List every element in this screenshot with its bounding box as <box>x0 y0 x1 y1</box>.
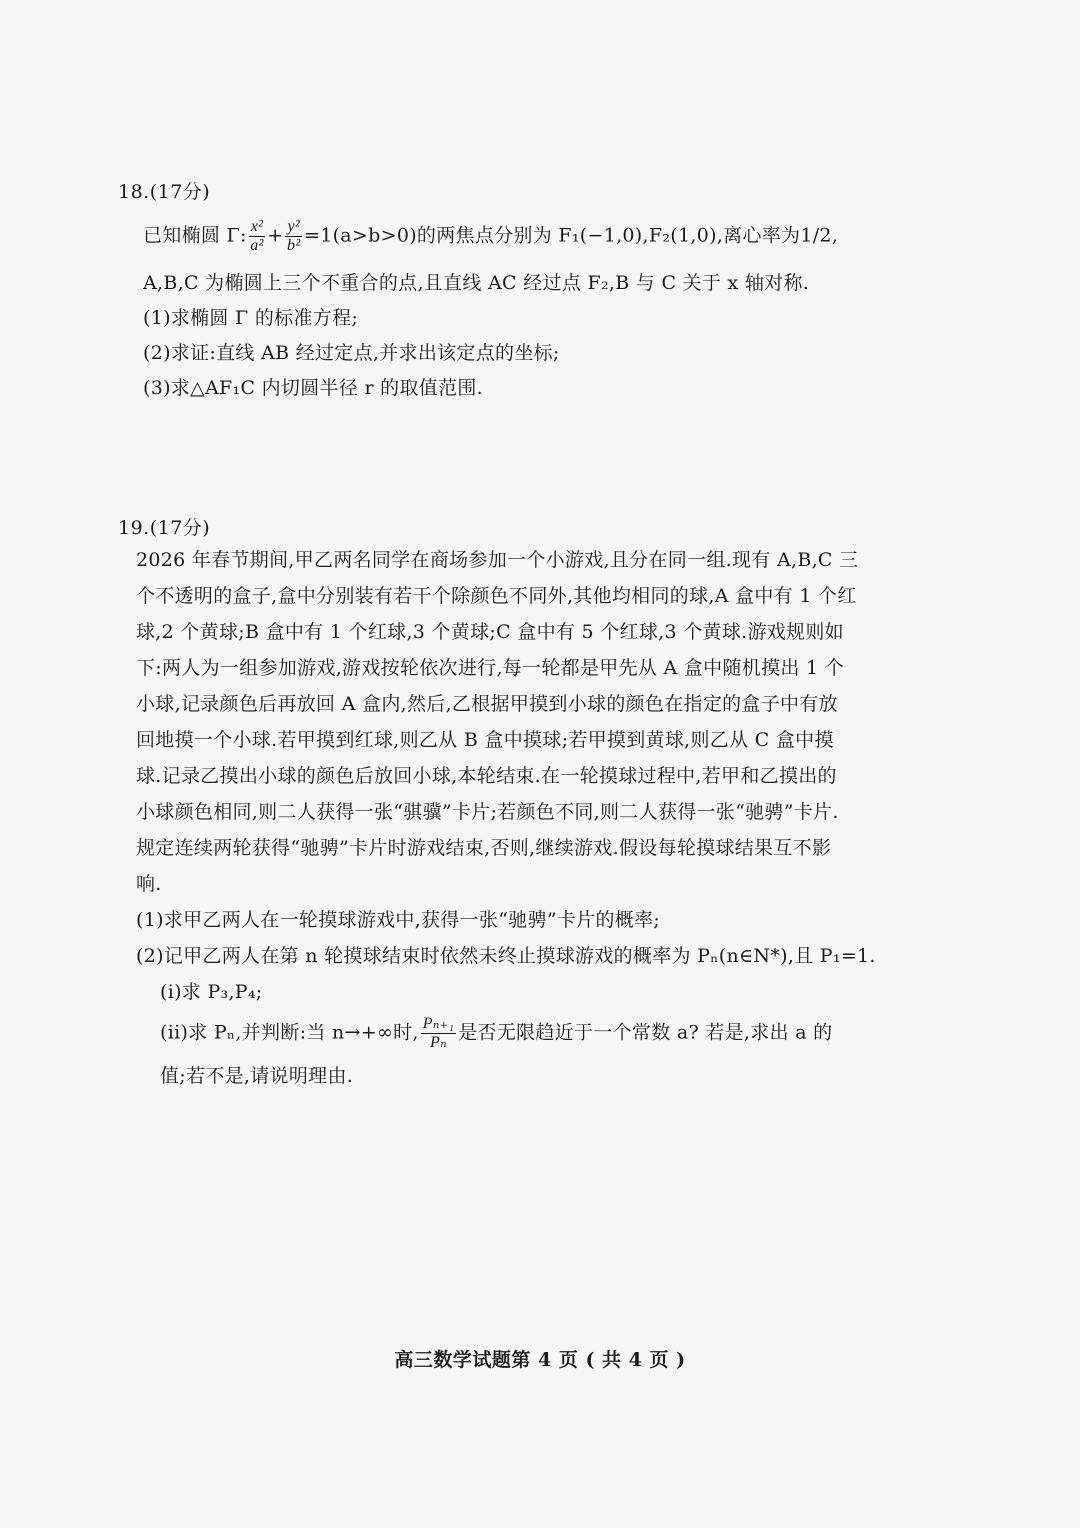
q18-part1: (1)求椭圆 Γ 的标准方程; <box>143 307 359 329</box>
x2-over-a2: $\frac{\text{x²}}{\text{a²}}$ <box>250 218 264 254</box>
q19-text-line: 个不透明的盒子,盒中分别装有若干个除颜色不同外,其他均相同的球,A 盒中有 1 个红 <box>136 585 857 607</box>
p-ratio-fraction <box>421 1015 456 1052</box>
p-ratio-numerator: Pₙ₊₁ <box>422 1015 455 1032</box>
q19-text-line: 小球,记录颜色后再放回 A 盒内,然后,乙根据甲摸到小球的颜色在指定的盒子中有放 <box>136 693 838 715</box>
q19-text-line: 小球颜色相同,则二人获得一张“骐骥”卡片;若颜色不同,则二人获得一张“驰骋”卡片. <box>136 801 839 823</box>
q19-text-line: 下:两人为一组参加游戏,游戏按轮依次进行,每一轮都是甲先从 A 盒中随机摸出 1 个 <box>136 657 845 679</box>
y2-over-b2: $\frac{\text{y²}}{\text{b²}}$ <box>287 218 301 254</box>
q18-part2: (2)求证:直线 AB 经过定点,并求出该定点的坐标; <box>143 342 560 364</box>
q18-ellipse-tail: =1(a>b>0)的两焦点分别为 F₁(−1,0),F₂(1,0),离心率为 <box>303 224 801 247</box>
q19-part2-ii <box>160 1015 832 1052</box>
page-footer: 高三数学试题第 4 页 ( 共 4 页 ) <box>394 1349 686 1371</box>
q19-part2-ii-line2: 值;若不是,请说明理由. <box>160 1065 354 1087</box>
q18-intro-line2: A,B,C 为椭圆上三个不重合的点,且直线 AC 经过点 F₂,B 与 C 关于 x 轴对称. <box>143 272 810 294</box>
q19-text-line: 球.记录乙摸出小球的颜色后放回小球,本轮结束.在一轮摸球过程中,若甲和乙摸出的 <box>136 765 837 787</box>
q18-intro-pre: 已知椭圆 Γ: <box>143 224 247 247</box>
q19-text-line: 响. <box>136 873 162 895</box>
q19-text-line: 回地摸一个小球.若甲摸到红球,则乙从 B 盒中摸球;若甲摸到黄球,则乙从 C 盒中摸 <box>136 729 834 751</box>
q19-text-line: 2026 年春节期间,甲乙两名同学在商场参加一个小游戏,且分在同一组.现有 A,B,C 三 <box>136 549 859 571</box>
q19-part2-ii-pre: (ii)求 Pₙ,并判断:当 n→+∞时, <box>160 1021 419 1044</box>
q19-text-line: 规定连续两轮获得“驰骋”卡片时游戏结束,否则,继续游戏.假设每轮摸球结果互不影 <box>136 837 832 859</box>
eccentricity-value: 1/2 <box>800 224 832 247</box>
q19-part2-ii-post: 是否无限趋近于一个常数 a? 若是,求出 a 的 <box>458 1021 833 1044</box>
q18-part3: (3)求△AF₁C 内切圆半径 r 的取值范围. <box>143 377 484 399</box>
q19-header: 19.(17分) <box>118 517 211 539</box>
q19-text-line: 球,2 个黄球;B 盒中有 1 个红球,3 个黄球;C 盒中有 5 个红球,3 个黄球.游戏规则如 <box>136 621 844 643</box>
p-ratio-denominator: Pₙ <box>430 1034 447 1051</box>
q19-part1: (1)求甲乙两人在一轮摸球游戏中,获得一张“驰骋”卡片的概率; <box>136 909 661 931</box>
q18-header: 18.(17分) <box>118 181 211 203</box>
q19-part2-i: (i)求 P₃,P₄; <box>160 981 263 1003</box>
q19-part2: (2)记甲乙两人在第 n 轮摸球结束时依然未终止摸球游戏的概率为 Pₙ(n∈N*),且 P₁=1. <box>136 945 876 967</box>
q18-intro-line1: 已知椭圆 Γ: $\frac{\text{x²}}{\text{a²}}$ + $\frac{\text{y²}}{\text{b²}}$ =1(a>b>0)的两焦点分别为 F₁(−1,0),F₂(1,0),离心率为1/2, <box>143 218 839 254</box>
